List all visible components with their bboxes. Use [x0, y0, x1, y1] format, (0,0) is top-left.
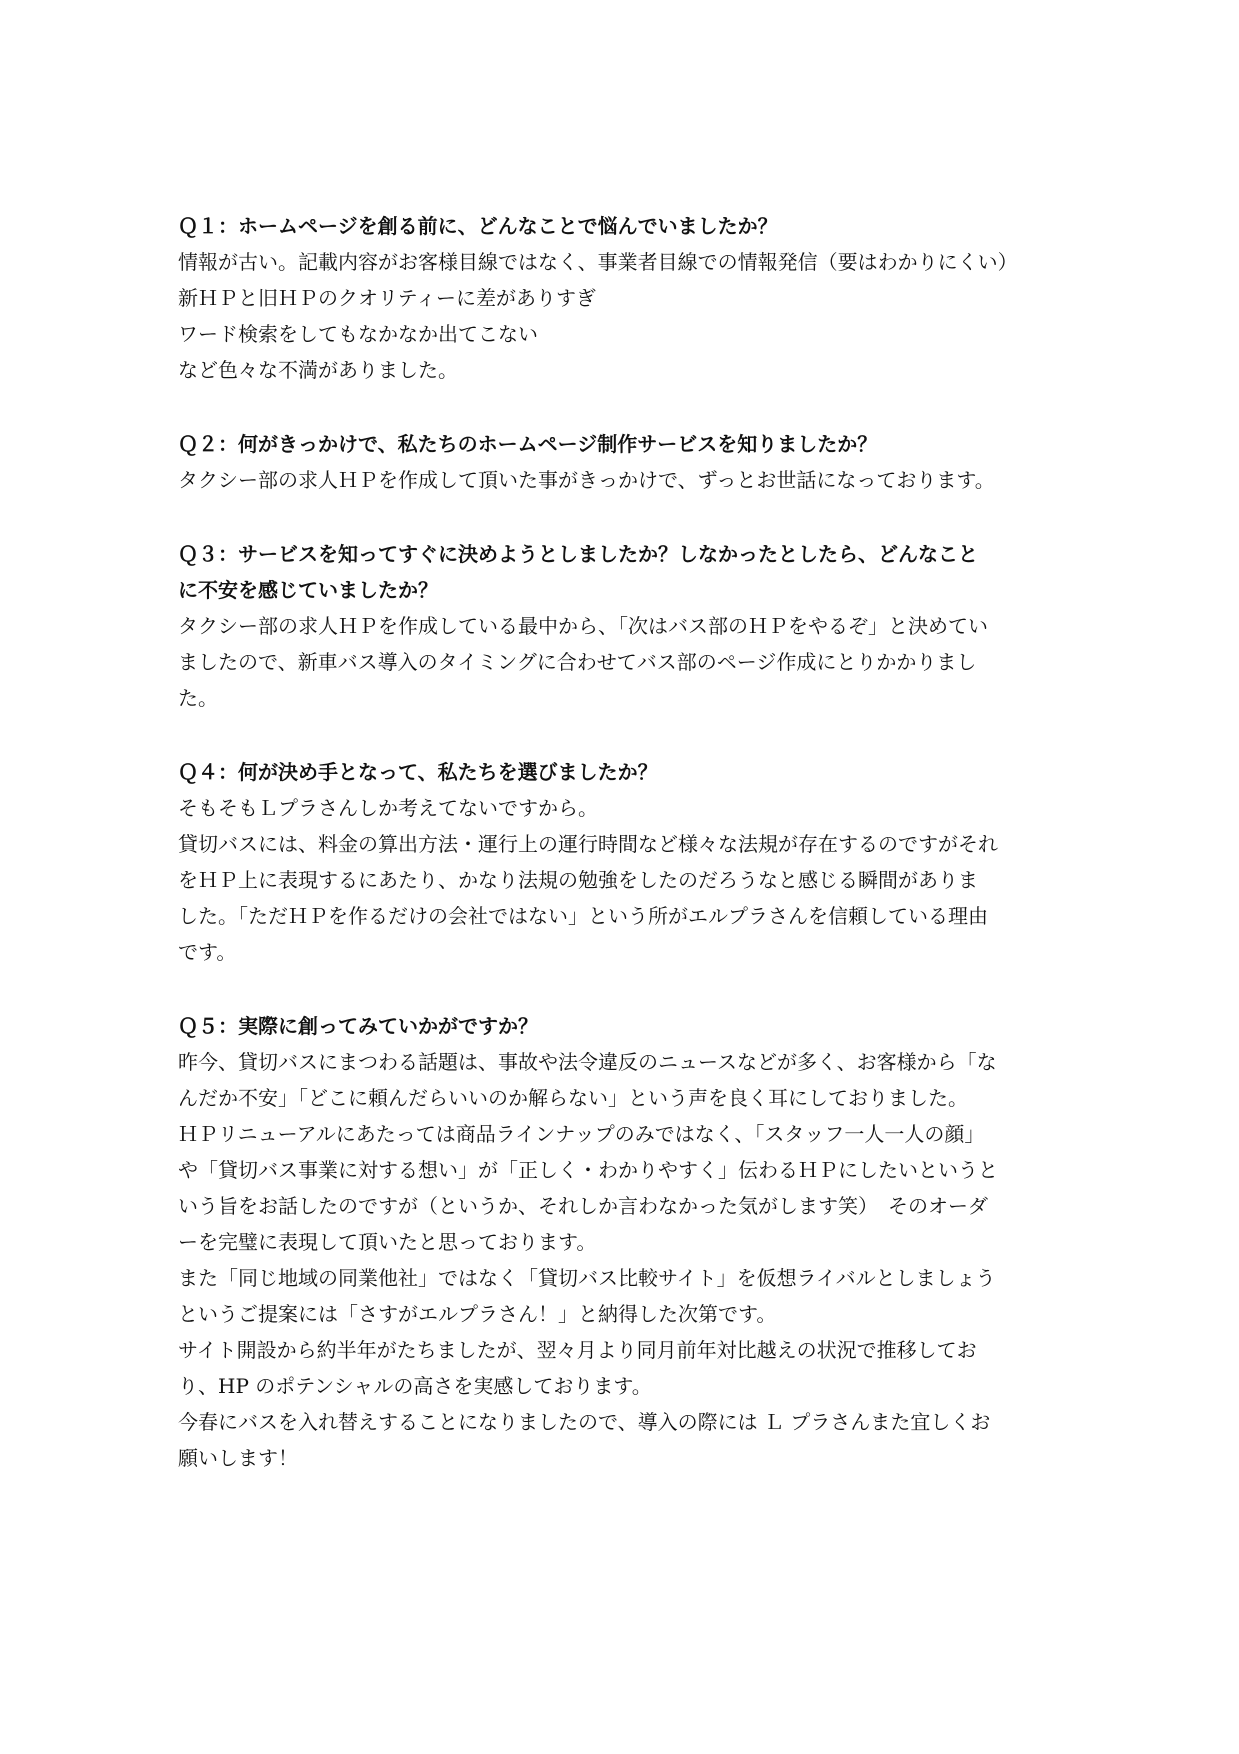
answer-1-line-1: 情報が古い。記載内容がお客様目線ではなく、事業者目線での情報発信（要はわかりにくい） [178, 250, 1018, 274]
answer-3-line-3: た。 [178, 686, 218, 710]
question-2: Ｑ２：何がきっかけで、私たちのホームページ制作サービスを知りましたか？ [178, 432, 878, 456]
answer-4-line-2: 貸切バスには、料金の算出方法・運行上の運行時間など様々な法規が存在するのですがそれ [178, 832, 998, 856]
qa-block-1 [178, 208, 1068, 388]
qa-block-2 [178, 426, 1068, 498]
answer-1-line-4: など色々な不満がありました。 [178, 358, 458, 382]
question-1: Ｑ１：ホームページを創る前に、どんなことで悩んでいましたか？ [178, 214, 778, 238]
answer-5-line-9: サイト開設から約半年がたちましたが、翌々月より同月前年対比越えの状況で推移してお [178, 1338, 977, 1362]
answer-4-line-4: した。「ただＨＰを作るだけの会社ではない」という所がエルプラさんを信頼している理由 [178, 904, 988, 928]
answer-1-line-2: 新ＨＰと旧ＨＰのクオリティーに差がありすぎ [178, 286, 596, 310]
answer-5-line-5: いう旨をお話したのですが（というか、それしか言わなかった気がします笑） そのオーダ [178, 1194, 988, 1218]
answer-5-line-3: ＨＰリニューアルにあたっては商品ラインナップのみではなく、「スタッフ一人一人の顔」 [178, 1122, 985, 1146]
answer-5-line-12: 願いします！ [178, 1446, 298, 1470]
answer-2-line-1: タクシー部の求人ＨＰを作成して頂いた事がきっかけで、ずっとお世話になっております。 [178, 468, 995, 492]
answer-1-line-3: ワード検索をしてもなかなか出てこない [178, 322, 538, 346]
answer-5-line-11: 今春にバスを入れ替えすることになりましたので、導入の際には Ｌ プラさんまた宜しくお [178, 1410, 991, 1434]
answer-5-line-10: り、HP のポテンシャルの高さを実感しております。 [178, 1374, 652, 1398]
answer-3-line-1: タクシー部の求人ＨＰを作成している最中から、「次はバス部のＨＰをやるぞ」と決めてい [178, 614, 988, 638]
answer-5-line-6: ーを完璧に表現して頂いたと思っております。 [178, 1230, 597, 1254]
answer-4-line-3: をＨＰ上に表現するにあたり、かなり法規の勉強をしたのだろうなと感じる瞬間がありま [178, 868, 978, 892]
answer-5-line-8: というご提案には「さすがエルプラさん！」と納得した次第です。 [178, 1302, 777, 1326]
qa-block-3 [178, 536, 1068, 716]
answer-4-line-1: そもそもＬプラさんしか考えてないですから。 [178, 796, 598, 820]
answer-5-line-4: や「貸切バス事業に対する想い」が「正しく・わかりやすく」伝わるＨＰにしたいというと [178, 1158, 998, 1182]
answer-5-line-7: また「同じ地域の同業他社」ではなく「貸切バス比較サイト」を仮想ライバルとしましょう [178, 1266, 996, 1290]
qa-block-5 [178, 1008, 1068, 1476]
question-3-line-1: Ｑ３：サービスを知ってすぐに決めようとしましたか？しなかったとしたら、どんなこと [178, 542, 978, 566]
answer-3-line-2: ましたので、新車バス導入のタイミングに合わせてバス部のページ作成にとりかかりまし [178, 650, 977, 674]
question-4: Ｑ４：何が決め手となって、私たちを選びましたか？ [178, 760, 658, 784]
question-5: Ｑ５：実際に創ってみていかがですか？ [178, 1014, 538, 1038]
answer-5-line-1: 昨今、貸切バスにまつわる話題は、事故や法令違反のニュースなどが多く、お客様から「な [178, 1050, 997, 1074]
qa-block-4 [178, 754, 1068, 970]
answer-4-line-5: です。 [178, 940, 237, 964]
question-3-line-2: に不安を感じていましたか？ [178, 578, 438, 602]
document-page [178, 208, 1068, 1514]
answer-5-line-2: んだか不安」「どこに頼んだらいいのか解らない」という声を良く耳にしておりました。 [178, 1086, 968, 1110]
